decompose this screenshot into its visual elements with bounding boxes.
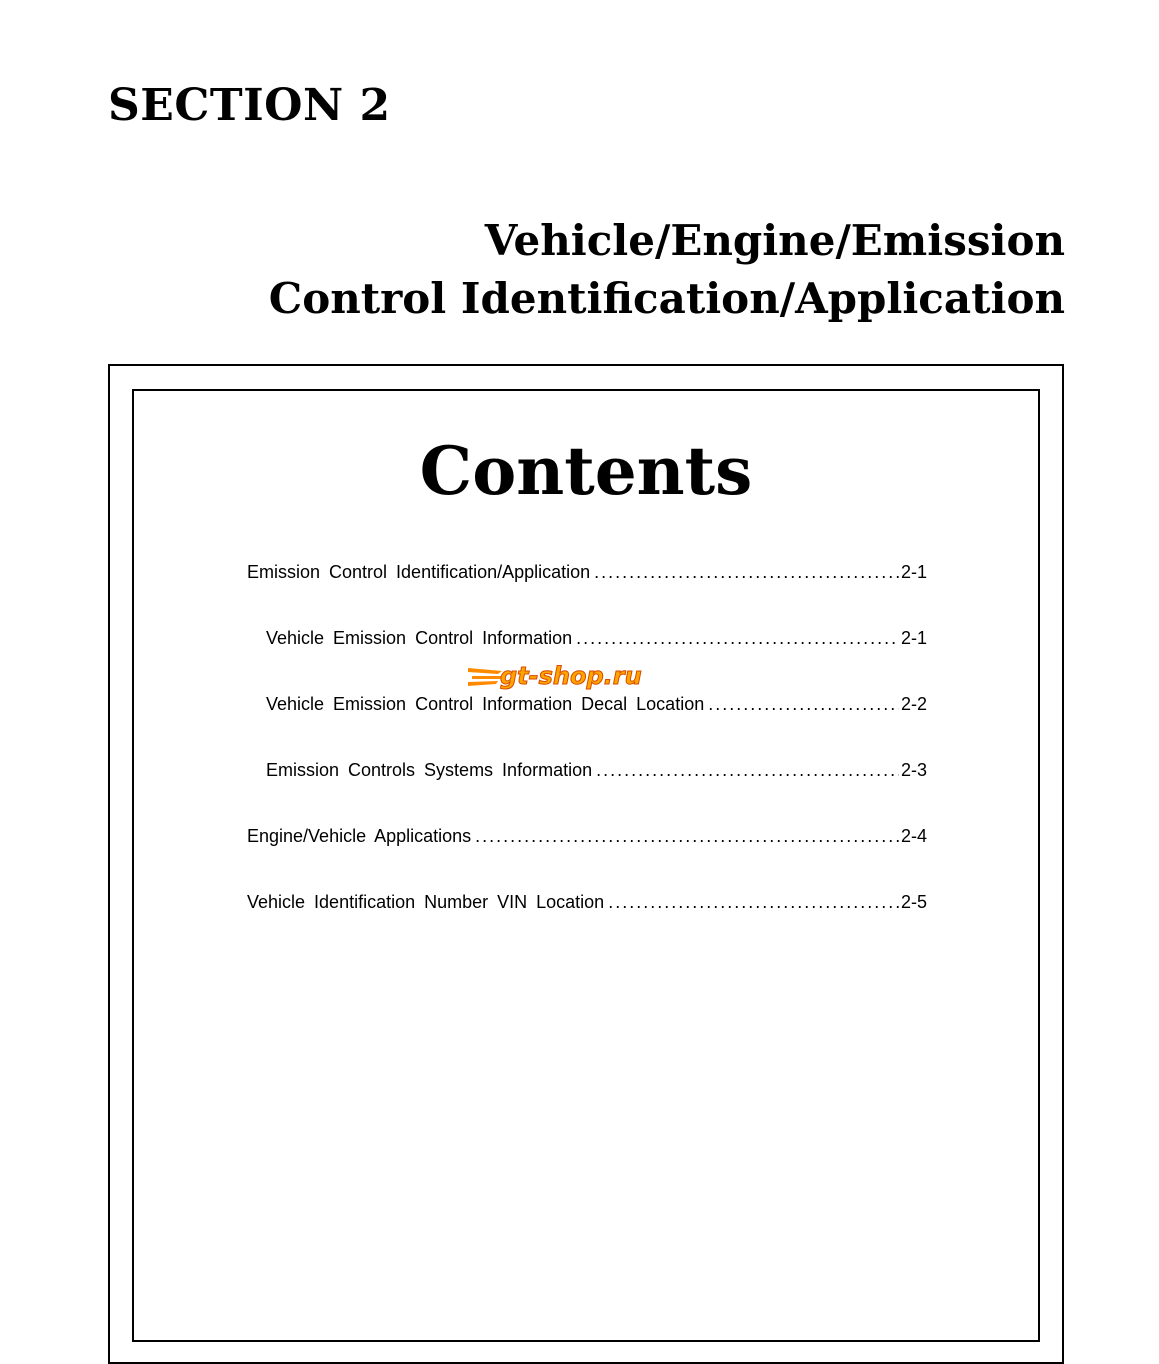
toc-entry-page: 2-1 — [900, 562, 927, 582]
toc-entry[interactable] — [247, 892, 927, 958]
toc-entry-label: Engine/Vehicle Applications — [247, 826, 472, 846]
toc-entry-page: 2-1 — [900, 628, 927, 648]
section-label: SECTION 2 — [108, 80, 391, 131]
toc-entry-label: Vehicle Identification Number VIN Location — [247, 892, 605, 912]
toc-dot-leader — [475, 826, 899, 847]
toc-entry-label: Vehicle Emission Control Information — [266, 628, 573, 648]
table-of-contents — [247, 562, 927, 958]
section-title — [269, 212, 1065, 328]
contents-heading: Contents — [419, 432, 753, 510]
toc-dot-leader — [608, 892, 899, 913]
toc-entry-label: Emission Controls Systems Information — [266, 760, 593, 780]
section-title-line-2: Control Identification/Application — [268, 274, 1065, 323]
toc-entry[interactable] — [247, 694, 927, 760]
toc-entry-label: Emission Control Identification/Application — [247, 562, 591, 582]
toc-dot-leader — [594, 562, 899, 583]
toc-dot-leader — [576, 628, 899, 649]
toc-entry[interactable] — [247, 760, 927, 826]
watermark-text: gt-shop.ru — [500, 662, 642, 690]
section-title-line-1: Vehicle/Engine/Emission — [484, 216, 1065, 265]
toc-entry-label: Vehicle Emission Control Information Decal Location — [266, 694, 705, 714]
toc-entry-page: 2-2 — [900, 694, 927, 714]
toc-dot-leader — [596, 760, 899, 781]
speed-lines-icon — [468, 668, 502, 686]
toc-entry-page: 2-4 — [900, 826, 927, 846]
toc-entry-page: 2-5 — [900, 892, 927, 912]
toc-entry[interactable] — [247, 562, 927, 628]
toc-entry[interactable] — [247, 826, 927, 892]
toc-dot-leader — [708, 694, 899, 715]
toc-entry-page: 2-3 — [900, 760, 927, 780]
